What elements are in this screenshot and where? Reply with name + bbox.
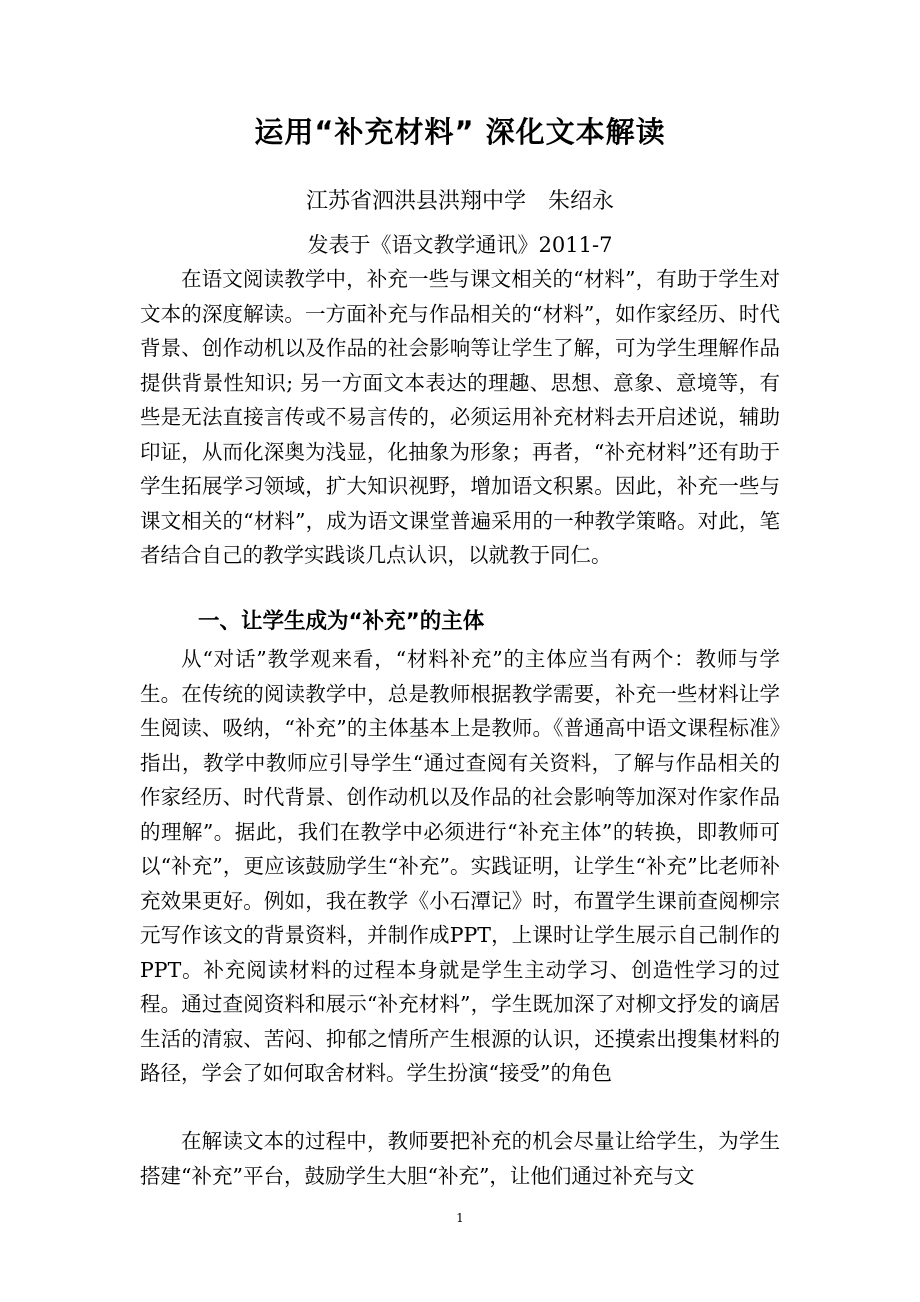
author-line: 江苏省泗洪县洪翔中学 朱绍永 <box>305 189 614 214</box>
continuation-paragraph-block <box>140 1124 780 1193</box>
page-title: 运用“补充材料” 深化文本解读 <box>254 115 666 149</box>
intro-paragraph-block <box>140 262 780 573</box>
continuation-paragraph: 在解读文本的过程中，教师要把补充的机会尽量让给学生，为学生搭建“补充”平台，鼓励学生大胆“补充”，让他们通过补充与文 <box>140 1129 780 1188</box>
section-heading: 一、让学生成为“补充”的主体 <box>198 609 485 634</box>
section-paragraph-block <box>140 642 780 1091</box>
intro-paragraph: 在语文阅读教学中，补充一些与课文相关的“材料”，有助于学生对文本的深度解读。一方面补充与作品相关的“材料”，如作家经历、时代背景、创作动机以及作品的社会影响等让学生了解，可为学生理解作品提供背景性知识; 另一方面文本表达的理趣、思想、意象、意境等，有些是无法直接言传或不易言传的，必须运用补充材料去开启述说，辅助印证，从而化深奥为浅显，化抽象为形象；再者，“补充材料”还有助于学生拓展学习领域，扩大知识视野，增加语文积累。因此，补充一些与课文相关的“材料”，成为语文课堂普遍采用的一种教学策略。对此，笔者结合自己的教学实践谈几点认识，以就教于同仁。 <box>140 267 780 567</box>
publication-line: 发表于《语文教学通讯》2011-7 <box>307 233 613 257</box>
section-paragraph: 从“对话”教学观来看，“材料补充”的主体应当有两个：教师与学生。在传统的阅读教学中，总是教师根据教学需要，补充一些材料让学生阅读、吸纳，“补充”的主体基本上是教师。《普通高中语文课程标准》指出，教学中教师应引导学生“通过查阅有关资料，了解与作品相关的作家经历、时代背景、创作动机以及作品的社会影响等加深对作家作品的理解”。据此，我们在教学中必须进行“补充主体”的转换，即教师可以“补充”，更应该鼓励学生“补充”。实践证明，让学生“补充”比老师补充效果更好。例如，我在教学《小石潭记》时，布置学生课前查阅柳宗元写作该文的背景资料，并制作成PPT，上课时让学生展示自己制作的PPT。补充阅读材料的过程本身就是学生主动学习、创造性学习的过程。通过查阅资料和展示“补充材料”，学生既加深了对柳文抒发的谪居生活的清寂、苦闷、抑郁之情所产生根源的认识，还摸索出搜集材料的路径，学会了如何取舍材料。学生扮演“接受”的角色 <box>140 647 780 1085</box>
page-number: 1 <box>456 1211 464 1225</box>
